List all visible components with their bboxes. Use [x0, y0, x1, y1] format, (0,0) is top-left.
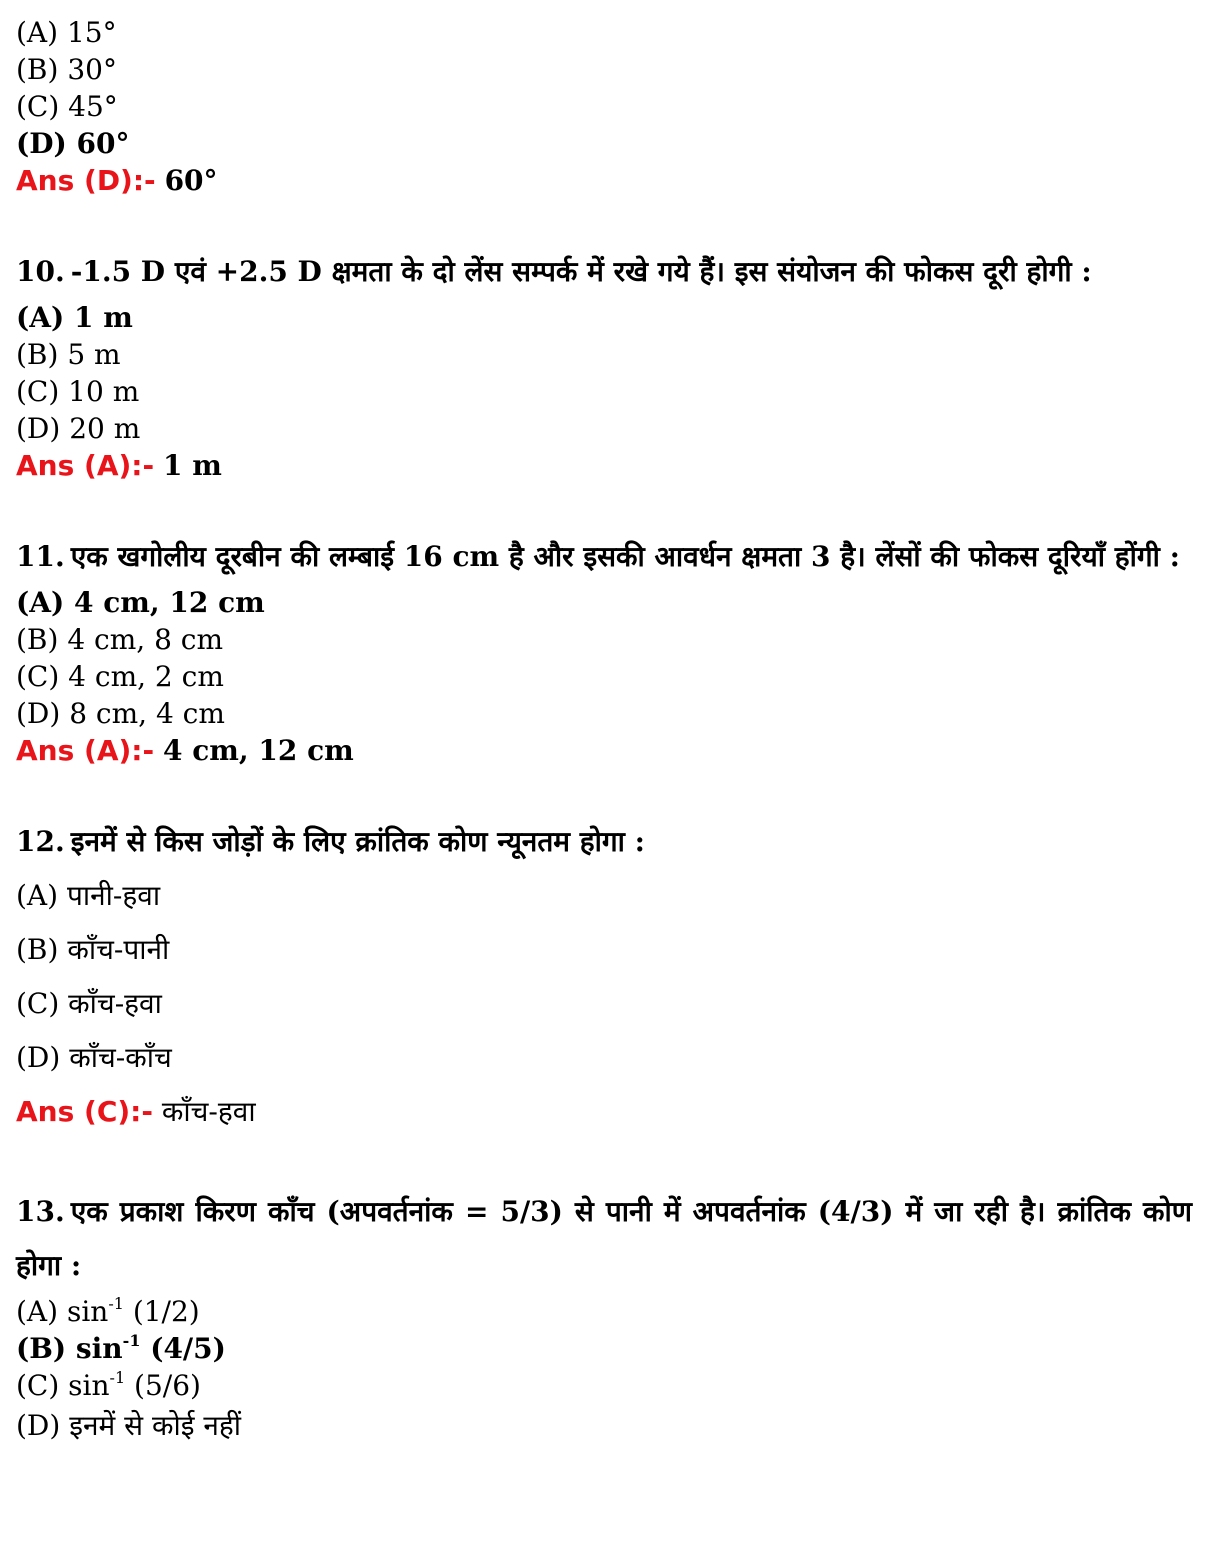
q12-number: 12.: [16, 825, 65, 858]
q13-question: [16, 1185, 1192, 1293]
q12-answer-label: Ans (C):-: [16, 1095, 153, 1128]
q13-option-c-pre: (C) sin: [16, 1369, 110, 1402]
q11-option-b: (B) 4 cm, 8 cm: [16, 623, 224, 656]
q11-answer-label: Ans (A):-: [16, 734, 155, 767]
q12-question: [16, 815, 1192, 869]
q12-answer-value: काँच-हवा: [161, 1095, 256, 1128]
q9-block: [16, 14, 1192, 199]
q9-option-d: (D) 60°: [16, 127, 130, 160]
q10-number: 10.: [16, 255, 65, 288]
q9-option-b: (B) 30°: [16, 53, 117, 86]
q12-option-b: (B) काँच-पानी: [16, 933, 170, 966]
q11-block: [16, 530, 1192, 769]
q13-option-c-post: (5/6): [125, 1369, 201, 1402]
q11-number: 11.: [16, 540, 65, 573]
q12-text: इनमें से किस जोड़ों के लिए क्रांतिक कोण न्यूनतम होगा :: [70, 825, 646, 858]
q9-option-a: (A) 15°: [16, 16, 117, 49]
q13-block: [16, 1185, 1192, 1448]
q13-number: 13.: [16, 1195, 65, 1228]
q10-text: -1.5 D एवं +2.5 D क्षमता के दो लेंस सम्पर्क में रखे गये हैं। इस संयोजन की फोकस दूरी होगी :: [70, 255, 1092, 288]
q9-answer: [16, 162, 1192, 199]
q9-answer-label: Ans (D):-: [16, 164, 156, 197]
q13-text: एक प्रकाश किरण काँच (अपवर्तनांक = 5/3) से पानी में अपवर्तनांक (4/3) में जा रही है। क्रांतिक कोण होगा :: [16, 1195, 1192, 1282]
q13-option-b-pre: (B) sin: [16, 1332, 123, 1365]
q12-block: [16, 815, 1192, 1139]
q10-answer-label: Ans (A):-: [16, 449, 155, 482]
q13-option-c-sup: -1: [109, 1368, 126, 1387]
q12-option-c: (C) काँच-हवा: [16, 987, 162, 1020]
q12-answer: [16, 1085, 1192, 1139]
q11-text: एक खगोलीय दूरबीन की लम्बाई 16 cm है और इसकी आवर्धन क्षमता 3 है। लेंसों की फोकस दूरियाँ होंगी :: [70, 540, 1180, 573]
q10-answer-value: 1 m: [163, 449, 222, 482]
q9-option-c: (C) 45°: [16, 90, 118, 123]
q11-option-a: (A) 4 cm, 12 cm: [16, 586, 265, 619]
q10-block: [16, 245, 1192, 484]
q10-option-a: (A) 1 m: [16, 301, 133, 334]
q13-option-a-sup: -1: [108, 1294, 124, 1313]
q12-option-d: (D) काँच-काँच: [16, 1041, 172, 1074]
q11-question: [16, 530, 1192, 584]
question-page: [16, 14, 1192, 1448]
q10-option-b: (B) 5 m: [16, 338, 121, 371]
q13-option-b-post: (4/5): [140, 1332, 226, 1365]
q12-option-a: (A) पानी-हवा: [16, 879, 161, 912]
q13-option-a-post: (1/2): [123, 1295, 200, 1328]
q10-answer: [16, 447, 1192, 484]
q13-option-b-sup: -1: [122, 1331, 141, 1350]
q10-question: [16, 245, 1192, 299]
q11-answer: [16, 732, 1192, 769]
q13-option-a-pre: (A) sin: [16, 1295, 109, 1328]
q10-option-d: (D) 20 m: [16, 412, 141, 445]
q9-answer-value: 60°: [164, 164, 218, 197]
q11-option-c: (C) 4 cm, 2 cm: [16, 660, 224, 693]
q11-answer-value: 4 cm, 12 cm: [163, 734, 354, 767]
q13-option-b: [16, 1330, 1192, 1367]
q13-option-d: (D) इनमें से कोई नहीं: [16, 1409, 242, 1442]
q13-option-c: [16, 1367, 1192, 1404]
q13-option-a: [16, 1293, 1192, 1330]
q10-option-c: (C) 10 m: [16, 375, 140, 408]
q11-option-d: (D) 8 cm, 4 cm: [16, 697, 225, 730]
